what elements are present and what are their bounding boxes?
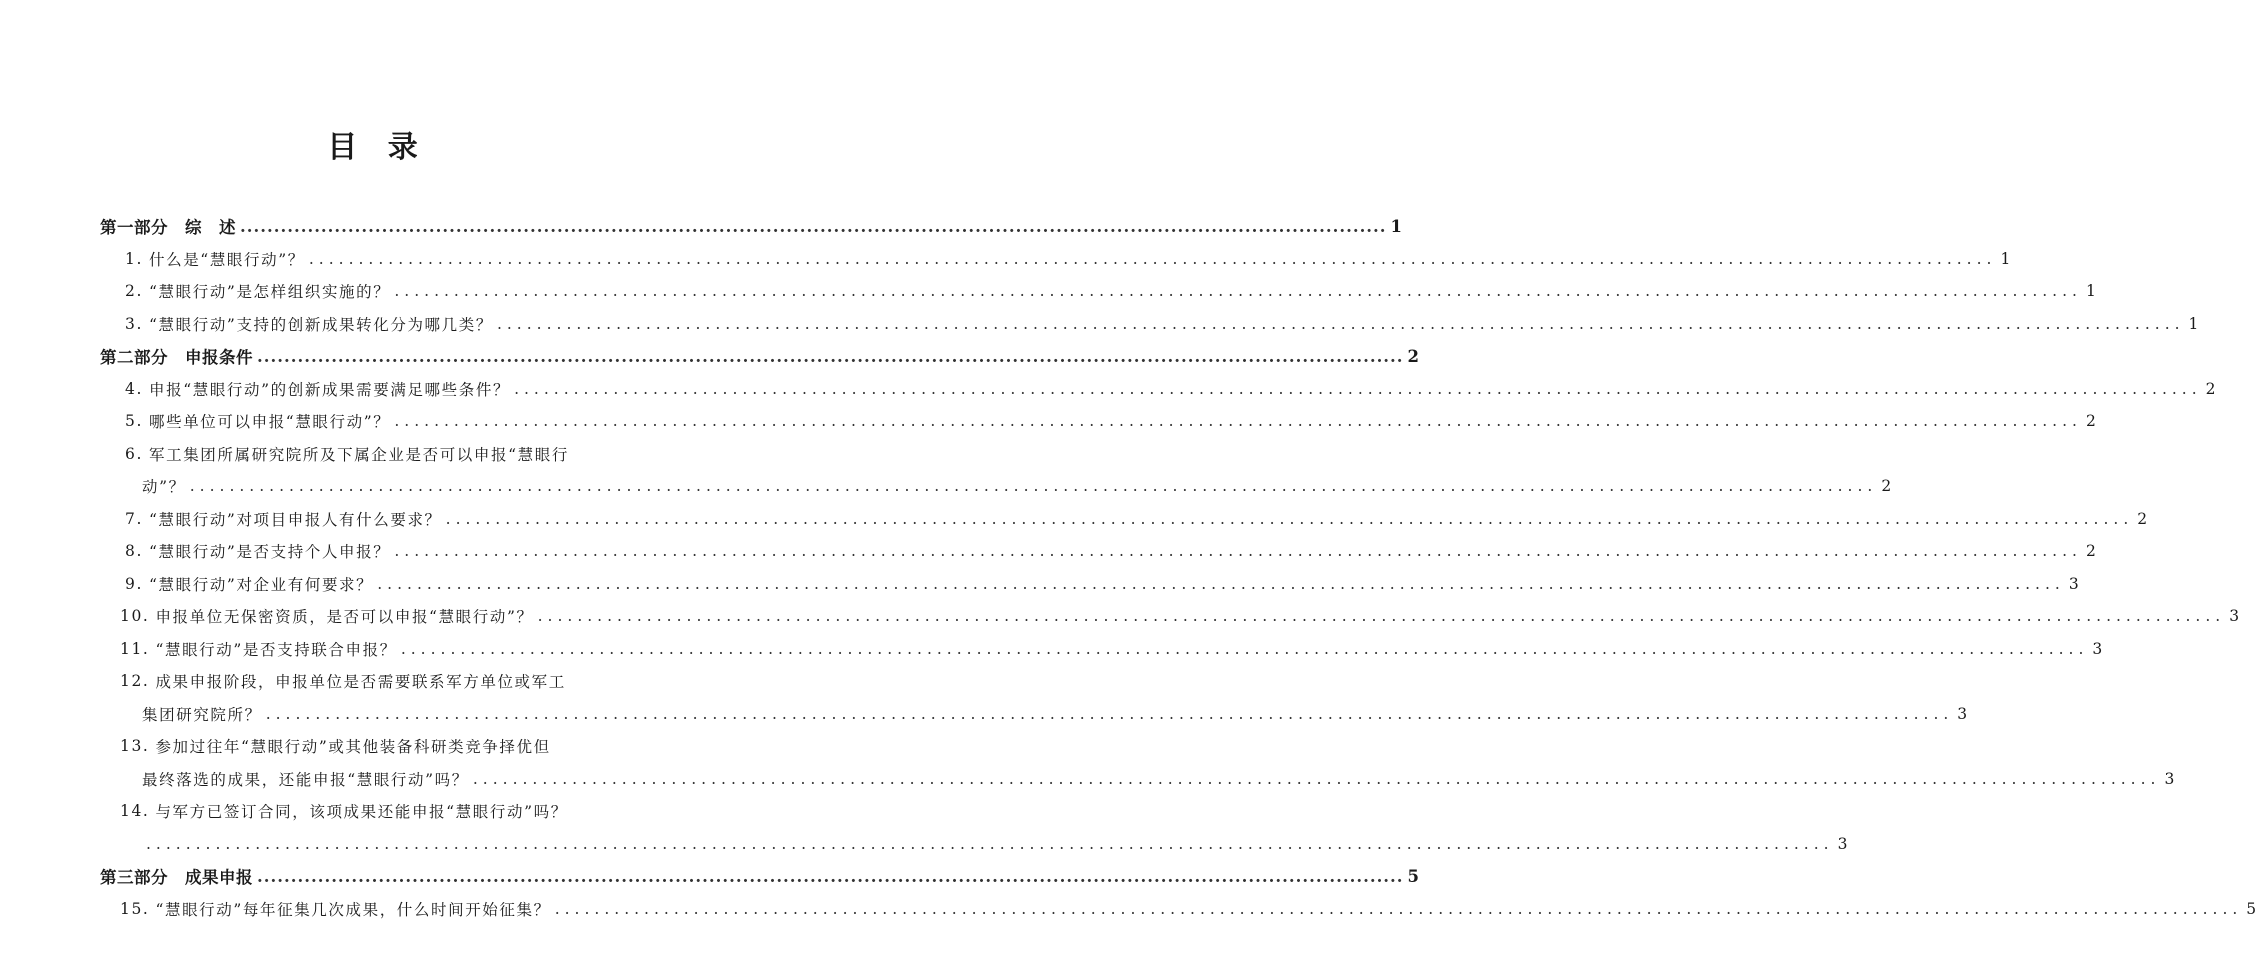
toc-leader-dots xyxy=(514,380,2202,398)
toc-leader-dots xyxy=(394,282,2082,300)
toc-page-number: 1 xyxy=(2000,249,2011,268)
toc-leader-dots xyxy=(257,347,1404,366)
toc-entry[interactable] xyxy=(100,243,2011,276)
toc-entry[interactable] xyxy=(100,405,2096,438)
toc-entry-number: 6. xyxy=(125,444,143,463)
toc-entry[interactable] xyxy=(100,470,1892,503)
toc-entry[interactable] xyxy=(100,795,665,828)
page-title: 目 录 xyxy=(327,130,428,165)
toc-leader-dots xyxy=(446,510,2134,528)
toc-leader-dots xyxy=(401,640,2089,658)
toc-entry-label: 哪些单位可以申报“慧眼行动”？ xyxy=(149,413,391,432)
toc-entry[interactable] xyxy=(100,503,2148,536)
toc-page-number: 3 xyxy=(2092,639,2103,658)
toc-leader-dots xyxy=(377,575,2065,593)
toc-page-number: 1 xyxy=(2085,282,2096,301)
toc-entry-number: 14. xyxy=(120,802,150,821)
toc-entry-number: 5. xyxy=(125,412,143,431)
toc-page-number: 1 xyxy=(2188,314,2199,333)
toc-page-number: 2 xyxy=(2085,412,2096,431)
toc-entry[interactable] xyxy=(100,763,2175,796)
toc-entry-label: 最终落选的成果，还能申报“慧眼行动”吗？ xyxy=(142,770,469,789)
toc-entry[interactable] xyxy=(100,828,1848,861)
toc-entry-label: 成果申报阶段，申报单位是否需要联系军方单位或军工 xyxy=(155,673,566,692)
toc-page-number: 2 xyxy=(2205,379,2216,398)
toc-entry-label: 第二部分 申报条件 xyxy=(100,348,253,368)
toc-leader-dots xyxy=(266,705,1954,723)
toc-page-number: 3 xyxy=(1957,704,1968,723)
toc-part-heading[interactable] xyxy=(100,860,1420,893)
toc-entry-label: “慧眼行动”对企业有何要求？ xyxy=(149,575,374,594)
toc-entry[interactable] xyxy=(100,698,1968,731)
toc-entry-label: 动”？ xyxy=(142,478,186,497)
toc-entry-label: 申报单位无保密资质，是否可以申报“慧眼行动”？ xyxy=(155,608,534,627)
toc-page-number: 2 xyxy=(1407,346,1420,366)
toc-entry-label: 什么是“慧眼行动”？ xyxy=(149,250,305,269)
toc-leader-dots xyxy=(240,217,1387,236)
toc-entry-label: “慧眼行动”是怎样组织实施的？ xyxy=(149,283,391,302)
toc-part-heading[interactable] xyxy=(100,340,1420,373)
toc-entry-label: “慧眼行动”对项目申报人有什么要求？ xyxy=(149,510,442,529)
toc-entry-label: 第三部分 成果申报 xyxy=(100,868,253,888)
toc-entry-number: 9. xyxy=(125,574,143,593)
toc-page-number: 3 xyxy=(1837,834,1848,853)
toc-leader-dots xyxy=(538,607,2226,625)
toc-part-heading[interactable] xyxy=(100,210,1403,243)
toc-leader-dots xyxy=(394,542,2082,560)
toc-leader-dots xyxy=(309,250,1997,268)
toc-entry[interactable] xyxy=(100,275,2096,308)
toc-entry-number: 4. xyxy=(125,379,143,398)
toc-entry-label: 申报“慧眼行动”的创新成果需要满足哪些条件？ xyxy=(149,380,511,399)
toc-entry-label: “慧眼行动”是否支持联合申报？ xyxy=(155,640,397,659)
toc-page-number: 3 xyxy=(2068,574,2079,593)
toc-entry-label: 与军方已签订合同，该项成果还能申报“慧眼行动”吗？ xyxy=(155,803,568,822)
toc-page-number: 2 xyxy=(2137,509,2148,528)
toc-entry-label: “慧眼行动”是否支持个人申报？ xyxy=(149,543,391,562)
toc-leader-dots xyxy=(394,412,2082,430)
toc-page-number: 1 xyxy=(1390,216,1403,236)
toc-entry-number: 12. xyxy=(120,672,150,691)
toc-entry-number: 8. xyxy=(125,542,143,561)
toc-entry[interactable] xyxy=(100,568,2079,601)
table-of-contents xyxy=(100,210,2256,925)
toc-entry-label: 第一部分 综 述 xyxy=(100,218,236,238)
toc-entry-number: 3. xyxy=(125,314,143,333)
toc-page-number: 5 xyxy=(2246,899,2256,918)
toc-leader-dots xyxy=(555,900,2243,918)
toc-entry[interactable] xyxy=(100,373,2216,406)
toc-entry-number: 10. xyxy=(120,607,150,626)
toc-entry-number: 11. xyxy=(120,639,150,658)
toc-page-number: 5 xyxy=(1407,866,1420,886)
toc-entry-label: 军工集团所属研究院所及下属企业是否可以申报“慧眼行 xyxy=(149,445,569,464)
toc-leader-dots xyxy=(146,835,1834,853)
toc-entry[interactable] xyxy=(100,893,2256,926)
toc-entry[interactable] xyxy=(100,600,2240,633)
toc-page-number: 2 xyxy=(1881,477,1892,496)
toc-entry-number: 15. xyxy=(120,899,150,918)
toc-page-number: 3 xyxy=(2229,607,2240,626)
toc-entry-number: 1. xyxy=(125,249,143,268)
toc-entry-number: 13. xyxy=(120,737,150,756)
toc-entry-label: 参加过往年“慧眼行动”或其他装备科研类竞争择优但 xyxy=(155,738,551,757)
toc-page-number: 2 xyxy=(2085,542,2096,561)
toc-entry-label: “慧眼行动”每年征集几次成果，什么时间开始征集？ xyxy=(155,900,551,919)
toc-entry[interactable] xyxy=(100,633,2103,666)
toc-leader-dots xyxy=(497,315,2185,333)
toc-leader-dots xyxy=(190,477,1878,495)
toc-entry-number: 2. xyxy=(125,282,143,301)
toc-leader-dots xyxy=(257,867,1404,886)
toc-leader-dots xyxy=(473,770,2161,788)
toc-entry[interactable] xyxy=(100,665,665,698)
toc-entry[interactable] xyxy=(100,730,665,763)
toc-entry[interactable] xyxy=(100,438,665,471)
toc-entry[interactable] xyxy=(100,308,2199,341)
toc-entry-label: 集团研究院所？ xyxy=(142,705,262,724)
toc-page-number: 3 xyxy=(2164,769,2175,788)
toc-entry-label: “慧眼行动”支持的创新成果转化分为哪几类？ xyxy=(149,315,493,334)
toc-entry[interactable] xyxy=(100,535,2096,568)
toc-entry-number: 7. xyxy=(125,509,143,528)
